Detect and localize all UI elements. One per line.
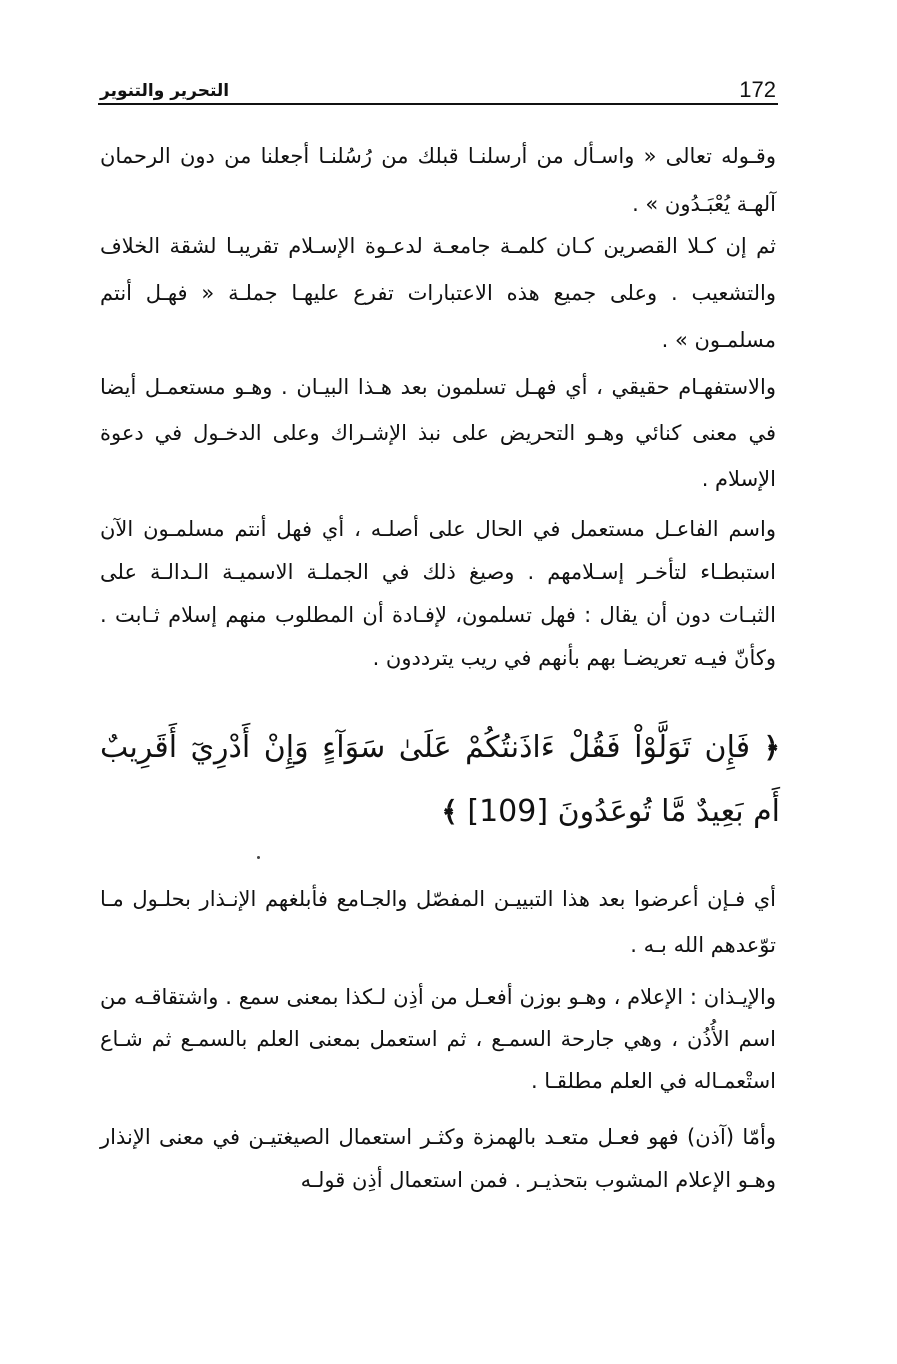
paragraph-6: والإيـذان : الإعلام ، وهـو بوزن أفعـل من أذِن لـكذا بمعنى سمع . واشتقاقـه من اسم الأُذُن ، وهي جارحة السمـع ، ثم استعمل بمعنى العلم بالسمـع ثم شـاع استْعمـاله في العلم مطلقـا .	[100, 985, 776, 1093]
paragraph-7: وأمّا (آذن) فهو فعـل متعـد بالهمزة وكثـر استعمال الصيغتيـن في معنى الإنذار وهـو الإعلام المشوب بتحذيـر . فمن استعمال أذِن قولـه	[100, 1125, 776, 1192]
paragraph-1: وقـوله تعالى « واسـأل من أرسلنـا قبلك من رُسُلنـا أجعلنا من دون الرحمان آلهـة يُعْبَـدُون » .	[100, 144, 776, 216]
paragraph-2: ثم إن كـلا القصرين كـان كلمـة جامعـة لدعـوة الإسـلام تقريبـا لشقة الخلاف والتشعيب . وعلى جميع هذه الاعتبارات تفرع عليهـا جملـة « فهـل أنتم مسلمـون » .	[100, 234, 776, 352]
paragraph-4: واسم الفاعـل مستعمل في الحال على أصلـه ، أي فهل أنتم مسلمـون الآن استبطـاء لتأخـر إسـلامهم . وصيغ ذلك في الجملـة الاسميـة الـدالـة على الثبـات دون أن يقال : فهل تسلمون، لإفـادة أن المطلوب منهم إسلام ثـابت . وكأنّ فيـه تعريضـا بهم بأنهم في ريب يترددون .	[100, 517, 776, 670]
page-number: 172	[739, 77, 776, 102]
verse-open-bracket: ﴿	[763, 731, 781, 764]
ink-speck	[257, 856, 260, 859]
verse-text: فَإِن تَوَلَّوْاْ فَقُلْ ءَاذَنتُكُمْ عَلَىٰ سَوَآءٍ وَإِنْ أَدْرِيٓ أَقَرِيبٌ أَم بَعِيدٌ مَّا تُوعَدُونَ	[100, 730, 780, 829]
paragraph-3: والاستفهـام حقيقي ، أي فهـل تسلمون بعد هـذا البيـان . وهـو مستعمـل أيضا في معنى كنائي وهـو التحريض على نبذ الإشـراك وعلى الدخـول في دعوة الإسلام .	[100, 375, 776, 491]
paragraph-5: أي فـإن أعرضوا بعد هذا التبييـن المفصّل والجـامع فأبلغهم الإنـذار بحلـول مـا توّعدهم الله بـه .	[100, 887, 776, 957]
header-divider	[98, 103, 778, 105]
verse-close-bracket: ﴾	[441, 795, 458, 828]
quran-verse	[100, 716, 780, 844]
book-title: التحرير والتنوير	[100, 81, 230, 101]
verse-number: [109]	[467, 794, 549, 829]
page-header	[100, 74, 776, 104]
